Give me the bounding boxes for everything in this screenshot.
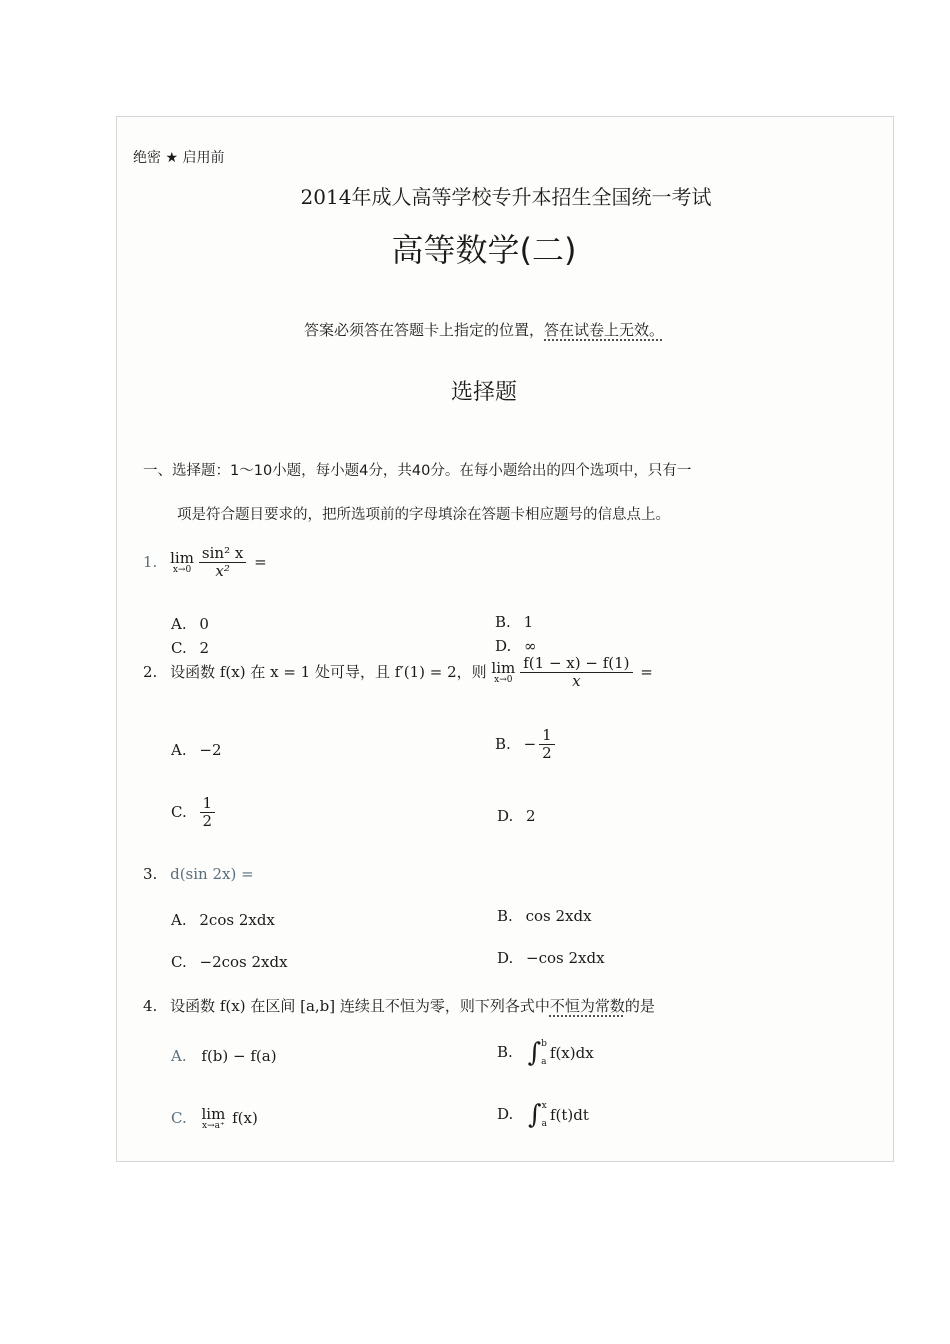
question-4 bbox=[143, 995, 655, 1016]
fraction-numerator: 1 bbox=[539, 727, 555, 745]
question-number: 1. bbox=[143, 552, 158, 571]
integral-sign-icon: ∫ bbox=[528, 1100, 542, 1130]
option-label: C. bbox=[171, 802, 187, 821]
integral-limits bbox=[542, 1101, 547, 1129]
option-4d bbox=[497, 1101, 589, 1129]
option-value: 2cos 2xdx bbox=[199, 911, 275, 929]
secret-label: 绝密 ★ 启用前 bbox=[133, 150, 225, 166]
equals-sign: = bbox=[640, 662, 653, 681]
option-1d bbox=[495, 637, 537, 655]
option-value: −cos 2xdx bbox=[526, 949, 605, 967]
exam-title: 2014年成人高等学校专升本招生全国统一考试 bbox=[300, 185, 712, 209]
fraction-denominator: 2 bbox=[542, 744, 552, 763]
question-stem: 设函数 f(x) 在 x = 1 处可导，且 f′(1) = 2，则 bbox=[170, 662, 487, 681]
option-label: D. bbox=[495, 637, 512, 655]
option-value: f(b) − f(a) bbox=[201, 1047, 277, 1065]
option-label: D. bbox=[497, 1105, 514, 1123]
question-2 bbox=[143, 655, 653, 691]
option-4c bbox=[171, 1107, 258, 1131]
definite-integral bbox=[528, 1039, 594, 1067]
integral-sign-icon: ∫ bbox=[527, 1038, 542, 1068]
option-value: −2cos 2xdx bbox=[199, 953, 288, 971]
question-stem: d(sin 2x) = bbox=[170, 865, 254, 883]
limit-subscript: x→0 bbox=[172, 564, 192, 575]
integral-upper-limit: b bbox=[541, 1039, 547, 1049]
option-2c bbox=[171, 795, 218, 831]
section-instructions-line1: 一、选择题：1～10小题，每小题4分，共40分。在每小题给出的四个选项中，只有一 bbox=[143, 463, 692, 479]
option-fraction bbox=[200, 795, 216, 831]
option-value: 2 bbox=[526, 807, 536, 825]
section-instructions-line2: 项是符合题目要求的，把所选项前的字母填涂在答题卡相应题号的信息点上。 bbox=[177, 507, 670, 523]
option-sign: − bbox=[523, 734, 537, 753]
limit-label: lim bbox=[201, 1105, 226, 1123]
option-4a bbox=[171, 1047, 277, 1065]
fraction-denominator: x² bbox=[215, 562, 230, 581]
limit bbox=[491, 658, 516, 685]
question-1 bbox=[143, 545, 267, 581]
option-3b bbox=[497, 907, 592, 925]
option-label: A. bbox=[171, 741, 187, 759]
question-stem-pre: 设函数 f(x) 在区间 [a,b] 连续且不恒为零，则下列各式中 bbox=[170, 997, 550, 1015]
option-value: 2 bbox=[199, 639, 210, 657]
option-label: B. bbox=[497, 907, 513, 925]
option-label: B. bbox=[495, 613, 511, 631]
option-2d bbox=[497, 807, 536, 825]
integral-lower-limit: a bbox=[541, 1119, 547, 1129]
subject-title: 高等数学(二) bbox=[391, 231, 577, 269]
limit-label: lim bbox=[170, 548, 194, 567]
option-2b bbox=[495, 727, 558, 763]
notice-emphasis: 答在试卷上无效。 bbox=[544, 321, 665, 339]
option-3a bbox=[171, 911, 275, 929]
limit-label: lim bbox=[491, 658, 516, 677]
option-1a bbox=[171, 615, 209, 633]
option-label: C. bbox=[171, 639, 187, 657]
integral-lower-limit: a bbox=[541, 1057, 547, 1067]
equals-sign: = bbox=[254, 552, 267, 571]
fraction-numerator: f(1 − x) − f(1) bbox=[520, 655, 632, 673]
option-label: D. bbox=[497, 807, 514, 825]
limit-subscript: x→0 bbox=[494, 674, 513, 685]
question-number: 3. bbox=[143, 865, 158, 883]
option-label: A. bbox=[171, 1047, 187, 1065]
option-value: cos 2xdx bbox=[525, 907, 592, 925]
question-number: 2. bbox=[143, 662, 158, 681]
fraction-numerator: 1 bbox=[200, 795, 216, 813]
question-3 bbox=[143, 865, 254, 883]
fraction bbox=[520, 655, 632, 691]
integral-limits bbox=[541, 1039, 547, 1067]
option-label: B. bbox=[495, 734, 511, 753]
option-3d bbox=[497, 949, 605, 967]
section-title: 选择题 bbox=[450, 380, 517, 405]
option-label: A. bbox=[171, 911, 187, 929]
question-stem-post: 的是 bbox=[624, 997, 655, 1015]
option-label: C. bbox=[171, 953, 187, 971]
fraction bbox=[199, 545, 246, 581]
notice bbox=[117, 319, 851, 340]
question-stem-emphasis: 不恒为常数 bbox=[549, 997, 625, 1015]
question-number: 4. bbox=[143, 997, 158, 1015]
option-label: D. bbox=[497, 949, 514, 967]
option-fraction bbox=[539, 727, 555, 763]
limit bbox=[170, 548, 194, 575]
option-value: ∞ bbox=[524, 637, 537, 655]
integrand: f(x)dx bbox=[549, 1044, 594, 1062]
fraction-numerator: sin² x bbox=[199, 545, 246, 563]
option-4b bbox=[497, 1039, 594, 1067]
notice-main: 答案必须答在答题卡上指定的位置， bbox=[303, 321, 544, 339]
limit-subscript: x→a⁺ bbox=[202, 1121, 225, 1131]
option-value: −2 bbox=[199, 741, 222, 759]
fraction-denominator: x bbox=[572, 672, 581, 691]
exam-page bbox=[116, 116, 894, 1162]
option-label: C. bbox=[171, 1109, 187, 1127]
variable-integral bbox=[528, 1101, 589, 1129]
option-2a bbox=[171, 741, 222, 759]
option-value: 0 bbox=[199, 615, 209, 633]
fraction-denominator: 2 bbox=[202, 812, 213, 831]
option-label: A. bbox=[171, 615, 187, 633]
option-3c bbox=[171, 953, 288, 971]
integral-upper-limit: x bbox=[541, 1101, 547, 1111]
option-label: B. bbox=[497, 1043, 513, 1061]
option-value: 1 bbox=[523, 613, 534, 631]
option-1b bbox=[495, 613, 533, 631]
integrand: f(t)dt bbox=[549, 1106, 589, 1124]
option-value: f(x) bbox=[232, 1109, 258, 1127]
limit bbox=[202, 1107, 226, 1131]
